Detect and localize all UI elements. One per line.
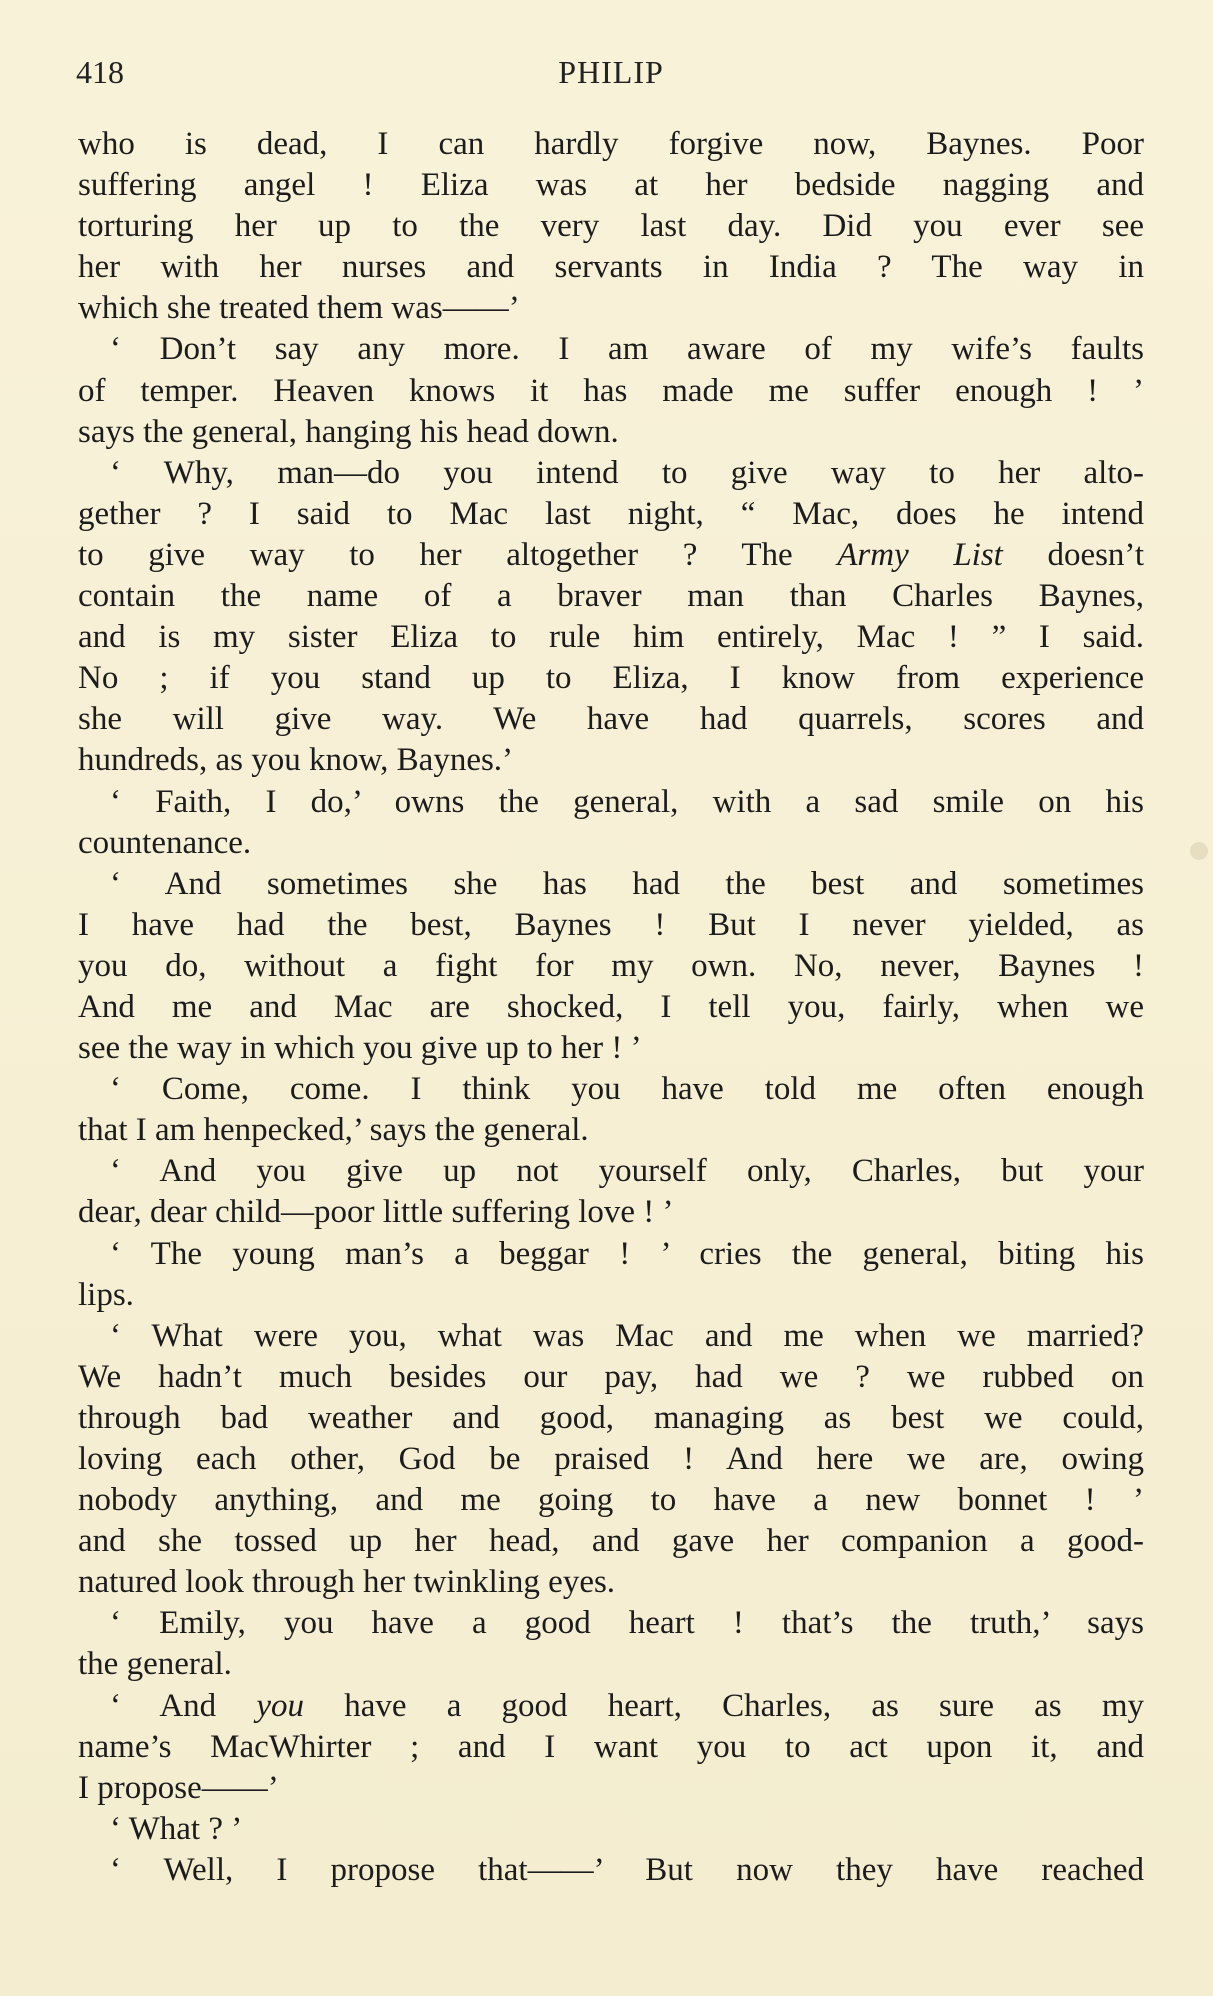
text-line-content: have a good heart, Charles, as sure as my — [304, 1687, 1145, 1724]
text-line-content: ‘ Emily, you have a good heart ! that’s the truth,’ says — [110, 1605, 1144, 1642]
text-line — [78, 782, 1144, 823]
text-line-content: through bad weather and good, managing as best we could, — [78, 1399, 1144, 1436]
text-line-content: I have had the best, Baynes ! But I never yielded, as — [78, 906, 1144, 943]
text-line-content: suffering angel ! Eliza was at her bedside nagging and — [78, 167, 1144, 204]
text-line-content: countenance. — [78, 824, 252, 861]
text-line — [78, 1069, 1144, 1110]
text-line — [78, 1398, 1144, 1439]
text-line-content: you do, without a fight for my own. No, never, Baynes ! — [78, 947, 1144, 984]
text-line-content: ‘ Come, come. I think you have told me often enough — [110, 1071, 1144, 1108]
text-line — [78, 1357, 1144, 1398]
italic-text: Army List — [837, 536, 1003, 573]
text-line — [78, 1644, 1144, 1685]
text-line — [78, 288, 1144, 329]
text-line — [78, 494, 1144, 535]
text-line — [78, 329, 1144, 370]
text-line — [78, 1275, 1144, 1316]
text-line — [78, 1480, 1144, 1521]
text-line — [78, 576, 1144, 617]
text-line-content: name’s MacWhirter ; and I want you to act upon it, and — [78, 1728, 1144, 1765]
text-line-content: I propose——’ — [78, 1769, 279, 1806]
italic-text: you — [256, 1687, 305, 1724]
text-line — [78, 1151, 1144, 1192]
text-line-content: gether ? I said to Mac last night, “ Mac, does he intend — [78, 495, 1144, 532]
text-line — [78, 1727, 1144, 1768]
text-line — [78, 453, 1144, 494]
text-line-content: dear, dear child—poor little suffering love ! ’ — [78, 1194, 674, 1231]
text-line-content: ‘ The young man’s a beggar ! ’ cries the general, biting his — [110, 1235, 1144, 1272]
page-header — [76, 48, 1146, 92]
text-line-content: ‘ And sometimes she has had the best and sometimes — [110, 865, 1144, 902]
text-line-content: loving each other, God be praised ! And here we are, owing — [78, 1441, 1144, 1477]
text-line-content: ‘ Don’t say any more. I am aware of my wife’s faults — [110, 331, 1144, 368]
text-line-content: her with her nurses and servants in India ? The way in — [78, 249, 1144, 286]
text-line — [78, 1809, 1144, 1850]
text-line-content: ‘ Why, man—do you intend to give way to her alto- — [110, 454, 1144, 491]
text-line-content: who is dead, I can hardly forgive now, Baynes. Poor — [78, 126, 1144, 162]
text-line-content: lips. — [78, 1276, 134, 1313]
text-line — [78, 1768, 1144, 1809]
text-line — [78, 1192, 1144, 1233]
text-line-content: of temper. Heaven knows it has made me suffer enough ! ’ — [78, 372, 1144, 409]
text-line — [78, 1439, 1144, 1480]
text-line — [78, 1110, 1144, 1151]
text-line-content: ‘ What were you, what was Mac and me when we married? — [110, 1317, 1144, 1354]
text-line-content: and she tossed up her head, and gave her companion a good- — [78, 1523, 1144, 1560]
text-line-content: and is my sister Eliza to rule him entirely, Mac ! ” I said. — [78, 619, 1144, 656]
text-line-content: And me and Mac are shocked, I tell you, fairly, when we — [78, 988, 1144, 1025]
text-line — [78, 658, 1144, 699]
text-line-content: the general. — [78, 1646, 232, 1683]
text-line — [78, 699, 1144, 740]
text-line — [78, 823, 1144, 864]
text-line-content: hundreds, as you know, Baynes.’ — [78, 742, 514, 779]
text-line-content: ‘ And you give up not yourself only, Charles, but your — [110, 1153, 1144, 1190]
text-line-content: contain the name of a braver man than Charles Baynes, — [78, 578, 1144, 615]
text-line — [78, 124, 1144, 165]
text-line — [78, 165, 1144, 206]
text-line-content: ‘ Faith, I do,’ owns the general, with a sad smile on his — [110, 783, 1144, 820]
text-line — [78, 206, 1144, 247]
text-line — [78, 905, 1144, 946]
text-line — [78, 1562, 1144, 1603]
text-line-content: We hadn’t much besides our pay, had we ? we rubbed on — [78, 1358, 1144, 1395]
text-line — [78, 535, 1144, 576]
body-text — [78, 124, 1144, 1891]
text-line — [78, 946, 1144, 987]
running-title: PHILIP — [558, 54, 664, 90]
text-line-content: she will give way. We have had quarrels, scores and — [78, 701, 1144, 738]
text-line-content: doesn’t — [1002, 536, 1144, 573]
text-line — [78, 247, 1144, 288]
paper-speck — [1190, 842, 1208, 860]
text-line-content: says the general, hanging his head down. — [78, 413, 619, 450]
text-line — [78, 987, 1144, 1028]
text-line-content: No ; if you stand up to Eliza, I know from experience — [78, 660, 1144, 697]
text-line — [78, 1234, 1144, 1275]
text-line — [78, 1316, 1144, 1357]
text-line — [78, 617, 1144, 658]
page-number: 418 — [76, 54, 124, 90]
text-line-content: natured look through her twinkling eyes. — [78, 1564, 616, 1601]
text-line — [78, 1028, 1144, 1069]
text-line-content: ‘ What ? ’ — [110, 1810, 243, 1847]
text-line — [78, 1603, 1144, 1644]
text-line-content: ‘ And — [110, 1687, 257, 1724]
text-line-content: nobody anything, and me going to have a new bonnet ! ’ — [78, 1482, 1144, 1519]
text-line — [78, 1850, 1144, 1891]
text-line — [78, 740, 1144, 781]
text-line — [78, 371, 1144, 412]
text-line-content: torturing her up to the very last day. Did you ever see — [78, 208, 1144, 245]
text-line-content: see the way in which you give up to her ! ’ — [78, 1030, 642, 1067]
text-line — [78, 412, 1144, 453]
text-line — [78, 1521, 1144, 1562]
text-line — [78, 864, 1144, 905]
text-line-content: which she treated them was——’ — [78, 290, 520, 327]
text-line-content: that I am henpecked,’ says the general. — [78, 1112, 589, 1149]
text-line-content: ‘ Well, I propose that——’ But now they have reached — [110, 1851, 1144, 1888]
text-line — [78, 1686, 1144, 1727]
text-line-content: to give way to her altogether ? The — [78, 536, 838, 573]
